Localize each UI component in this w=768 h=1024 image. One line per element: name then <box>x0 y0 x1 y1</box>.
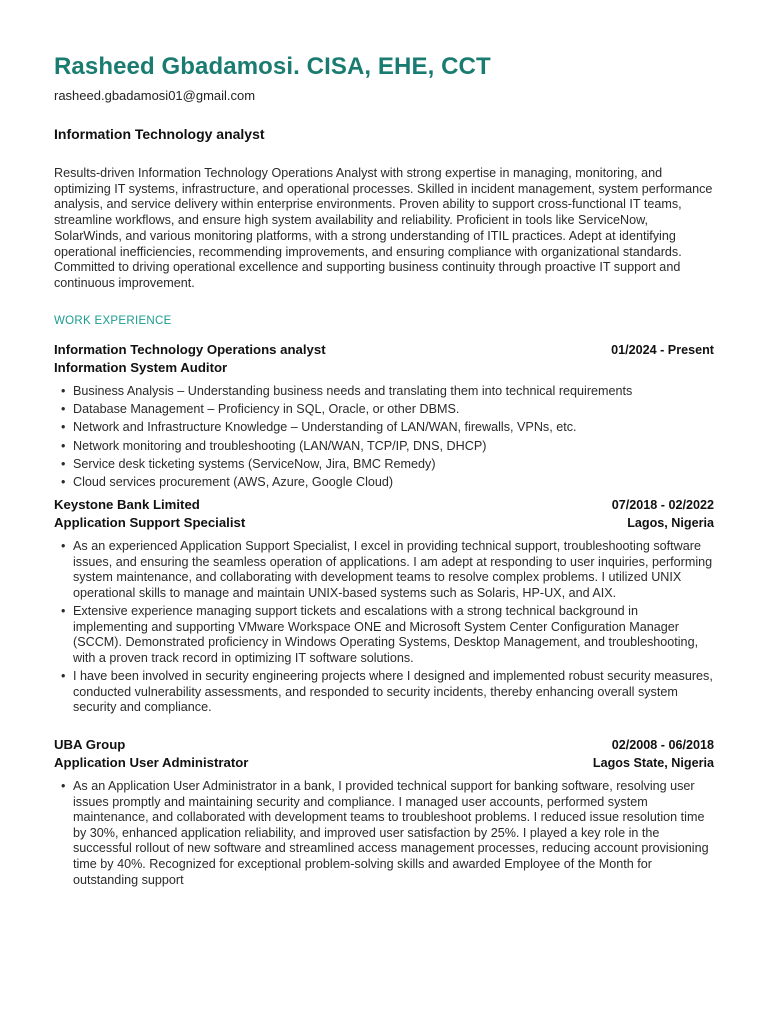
job-role-row <box>54 754 714 772</box>
job-header-row <box>54 496 714 514</box>
job-company: UBA Group <box>54 737 126 752</box>
professional-headline: Information Technology analyst <box>54 126 265 142</box>
job-dates: 02/2008 - 06/2018 <box>611 738 714 752</box>
work-experience-heading: WORK EXPERIENCE <box>54 315 172 327</box>
job-bullet: • Database Management – Proficiency in SQL, Oracle, or other DBMS. <box>73 402 714 418</box>
job-dates: 07/2018 - 02/2022 <box>611 498 714 512</box>
job-bullet-list <box>54 539 714 716</box>
job-bullet: • As an Application User Administrator in a bank, I provided technical support for banking software, resolving user issues promptly and maintaining security and compliance. I managed user accounts, performed system maintenance, and collaborated with development teams to troubleshoot problems. I reduced issue resolution time by 30%, enhanced application reliability, and improved user satisfaction by 25%. I played a key role in the successful rollout of new software and streamlined access management processes, reducing account provisioning time by 40%. Recognized for exceptional problem-solving skills and awarded Employee of the Month for outstanding support <box>73 779 714 888</box>
job-role-row <box>54 359 714 377</box>
job-dates: 01/2024 - Present <box>611 343 714 357</box>
job-role: Information System Auditor <box>54 360 228 375</box>
job-bullet: • Business Analysis – Understanding business needs and translating them into technical requirements <box>73 384 714 400</box>
job-bullet: • Network and Infrastructure Knowledge – Understanding of LAN/WAN, firewalls, VPNs, etc. <box>73 420 714 436</box>
job-entry <box>54 736 714 891</box>
job-bullet-list <box>54 779 714 888</box>
job-bullet: • Cloud services procurement (AWS, Azure, Google Cloud) <box>73 475 714 491</box>
job-entry <box>54 341 714 493</box>
job-bullet: • As an experienced Application Support Specialist, I excel in providing technical support, troubleshooting software issues, and ensuring the seamless operation of applications. I am adept at responding to user inquiries, performing system maintenance, and collaborating with development teams to resolve complex problems. I utilized UNIX operational skills to manage and maintain UNIX-based systems such as Solaris, HP-UX, and AIX. <box>73 539 714 601</box>
job-location: Lagos State, Nigeria <box>592 756 714 770</box>
job-role: Application User Administrator <box>54 755 249 770</box>
job-company: Keystone Bank Limited <box>54 497 200 512</box>
job-header-row <box>54 341 714 359</box>
email-address: rasheed.gbadamosi01@gmail.com <box>54 88 256 103</box>
job-bullet: • I have been involved in security engineering projects where I designed and implemented robust security measures, conducted vulnerability assessments, and responded to security incidents, thereby enhancing overall system security and compliance. <box>73 669 714 716</box>
job-role: Application Support Specialist <box>54 515 246 530</box>
job-entry <box>54 496 714 718</box>
candidate-name: Rasheed Gbadamosi. CISA, EHE, CCT <box>54 53 491 80</box>
job-bullet: • Network monitoring and troubleshooting (LAN/WAN, TCP/IP, DNS, DHCP) <box>73 439 714 455</box>
job-company: Information Technology Operations analyst <box>54 342 326 357</box>
job-role-row <box>54 514 714 532</box>
job-bullet: • Service desk ticketing systems (ServiceNow, Jira, BMC Remedy) <box>73 457 714 473</box>
job-location: Lagos, Nigeria <box>627 516 714 530</box>
job-header-row <box>54 736 714 754</box>
professional-summary: Results-driven Information Technology Operations Analyst with strong expertise in managing, monitoring, and optimizing IT systems, infrastructure, and operational processes. Skilled in incident management, system performance analysis, and service delivery within enterprise environments. Proven ability to support cross-functional IT teams, streamline workflows, and ensure high system availability and reliability. Proficient in tools like ServiceNow, SolarWinds, and various monitoring platforms, with a strong understanding of ITIL practices. Adept at identifying operational inefficiencies, recommending improvements, and ensuring compliance with organizational standards. Committed to driving operational excellence and supporting business continuity through proactive IT support and continuous improvement. <box>54 166 713 290</box>
job-bullet: • Extensive experience managing support tickets and escalations with a strong technical background in implementing and supporting VMware Workspace ONE and Microsoft System Center Configuration Manager (SCCM). Demonstrated proficiency in Windows Operating Systems, Desktop Management, and troubleshooting, with a proven track record in optimizing IT software solutions. <box>73 604 714 666</box>
job-bullet-list <box>54 384 714 491</box>
